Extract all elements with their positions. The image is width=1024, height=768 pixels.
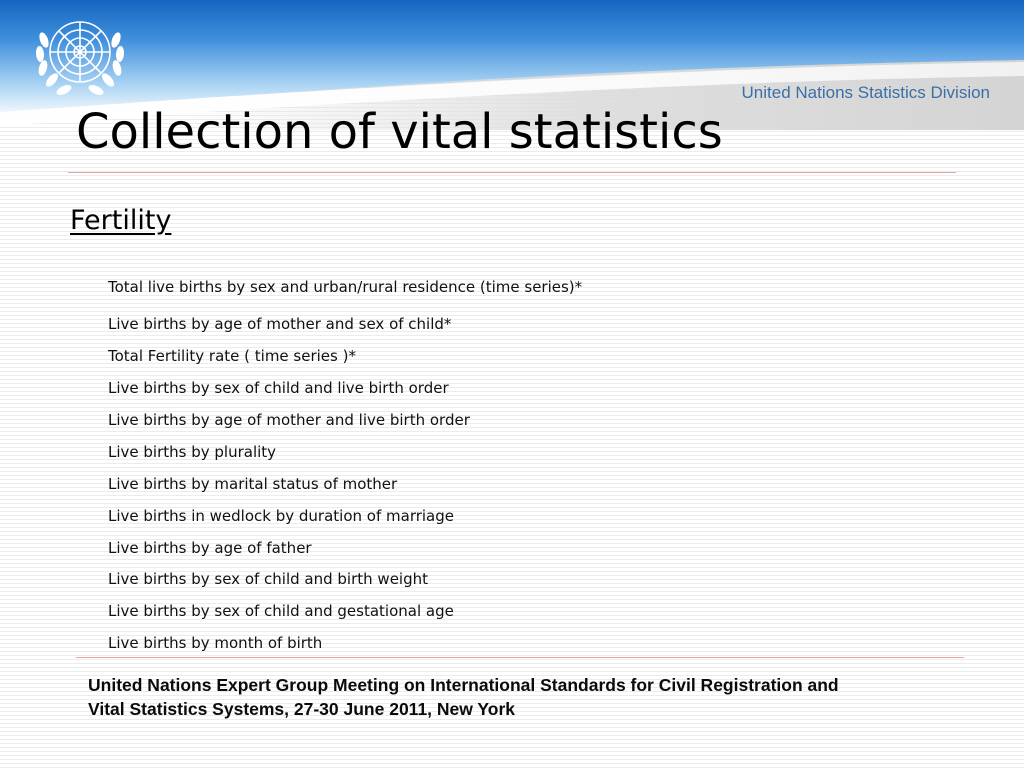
- footer-line-1: United Nations Expert Group Meeting on International Standards for Civil Registration and: [88, 675, 839, 695]
- list-item: Live births by age of mother and sex of child*: [108, 315, 452, 333]
- list-item: Live births by sex of child and birth weight: [108, 570, 428, 588]
- un-emblem-icon: [28, 8, 132, 102]
- list-item: Live births by plurality: [108, 443, 277, 461]
- list-item: Total Fertility rate ( time series )*: [108, 347, 356, 365]
- list-item: Live births by sex of child and gestational age: [108, 602, 454, 620]
- list-item: Live births by age of father: [108, 539, 312, 557]
- footer-divider: [76, 657, 964, 658]
- list-item: Live births by marital status of mother: [108, 475, 398, 493]
- title-divider: [68, 172, 956, 173]
- footer-meeting-text: [88, 673, 968, 721]
- section-heading: Fertility: [70, 205, 172, 236]
- list-item: Live births in wedlock by duration of marriage: [108, 507, 454, 525]
- organization-name: United Nations Statistics Division: [741, 83, 990, 102]
- slide-title: Collection of vital statistics: [76, 104, 723, 160]
- list-item: Live births by month of birth: [108, 634, 323, 652]
- list-item: Live births by age of mother and live birth order: [108, 411, 470, 429]
- footer-line-2: Vital Statistics Systems, 27-30 June 2011, New York: [88, 699, 516, 719]
- list-item: Total live births by sex and urban/rural residence (time series)*: [108, 278, 583, 296]
- list-item: Live births by sex of child and live birth order: [108, 379, 449, 397]
